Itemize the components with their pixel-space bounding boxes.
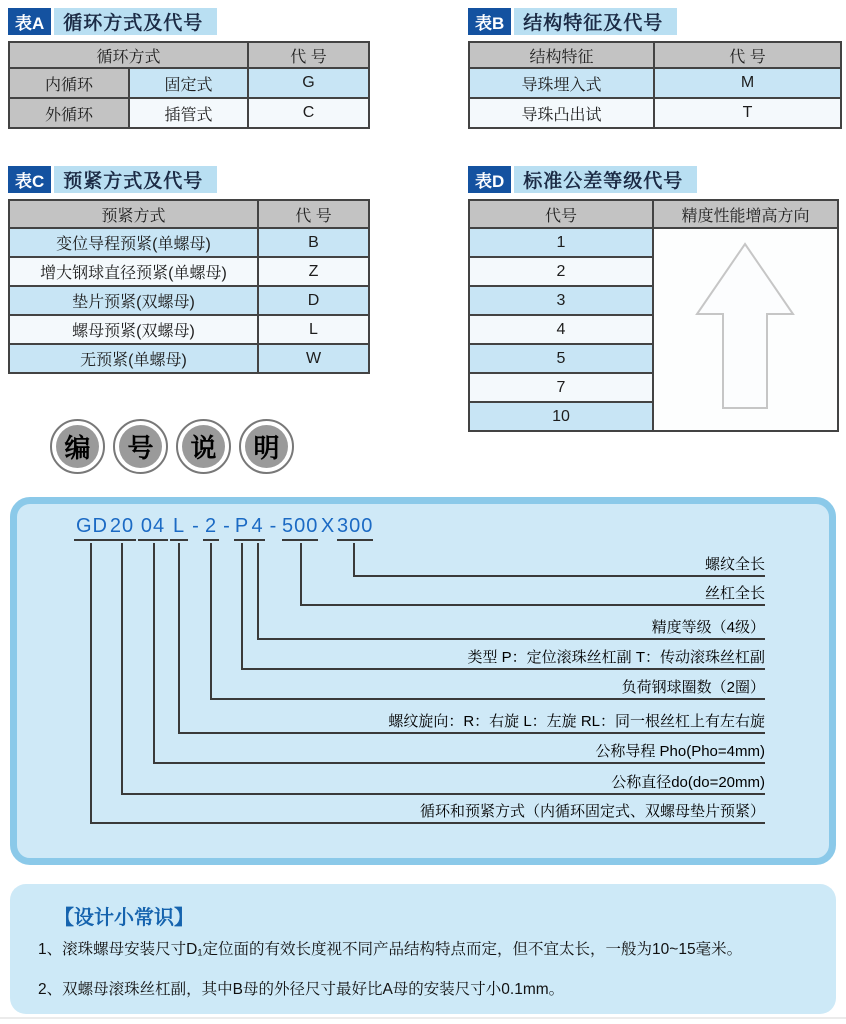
precision-arrow-cell	[653, 228, 838, 431]
callout-line	[241, 543, 243, 668]
table-cell: 4	[469, 315, 653, 344]
badge-circle	[50, 419, 105, 474]
code-separator: -	[269, 515, 278, 537]
tip-item-2: 2、双螺母滚珠丝杠副，其中B母的外径尺寸最好比A母的安装尺寸小0.1mm。	[38, 981, 565, 998]
table-cell: 插管式	[129, 98, 248, 128]
code-segment: GD	[74, 513, 110, 541]
callout-line	[353, 543, 355, 575]
table-c-tag: 表C	[8, 166, 51, 193]
code-segment: P	[234, 513, 250, 541]
callout-line	[300, 604, 765, 606]
table-row	[469, 228, 838, 257]
header-cell: 代 号	[654, 42, 841, 68]
table-d-title: 标准公差等级代号	[514, 166, 697, 193]
table-a	[8, 41, 370, 129]
table-cell: 3	[469, 286, 653, 315]
callout-line	[121, 543, 123, 793]
table-d-section	[468, 166, 839, 432]
table-cell: 固定式	[129, 68, 248, 98]
callout-line	[353, 575, 765, 577]
table-row	[469, 98, 841, 128]
code-segment: 2	[203, 513, 219, 541]
header-cell: 预紧方式	[9, 200, 258, 228]
callout-line	[300, 543, 302, 604]
callout-line	[90, 822, 765, 824]
badge-circle	[113, 419, 168, 474]
table-row	[9, 315, 369, 344]
table-b-section	[468, 8, 842, 129]
table-cell: 变位导程预紧(单螺母)	[9, 228, 258, 257]
table-row	[9, 68, 369, 98]
callout-label: 负荷钢球圈数（2圈）	[621, 679, 765, 696]
callout-label: 螺纹全长	[704, 556, 765, 573]
table-cell: 10	[469, 402, 653, 431]
callout-label: 循环和预紧方式（内循环固定式、双螺母垫片预紧）	[419, 803, 765, 820]
table-c	[8, 199, 370, 374]
table-cell: B	[258, 228, 369, 257]
table-a-tag: 表A	[8, 8, 51, 35]
callout-label: 螺纹旋向：R：右旋 L：左旋 RL：同一根丝杠上有左右旋	[388, 713, 765, 730]
badge-circle	[176, 419, 231, 474]
table-cell: 无预紧(单螺母)	[9, 344, 258, 373]
table-header-row	[9, 42, 369, 68]
table-row	[9, 344, 369, 373]
table-c-section	[8, 166, 370, 374]
header-cell: 代 号	[258, 200, 369, 228]
table-d	[468, 199, 839, 432]
header-cell: 精度性能增高方向	[653, 200, 838, 228]
callout-line	[153, 543, 155, 762]
callout-line	[257, 638, 765, 640]
badge-char: 号	[119, 425, 162, 468]
callout-line	[121, 793, 765, 795]
callout-line	[210, 543, 212, 698]
table-a-section	[8, 8, 370, 129]
code-separator: X	[320, 515, 336, 537]
callout-line	[178, 543, 180, 732]
table-cell: C	[248, 98, 369, 128]
header-cell: 结构特征	[469, 42, 654, 68]
header-cell: 循环方式	[9, 42, 248, 68]
table-row	[9, 98, 369, 128]
callout-line	[90, 543, 92, 822]
header-cell: 代 号	[248, 42, 369, 68]
code-separator: -	[223, 515, 231, 537]
table-b	[468, 41, 842, 129]
table-cell: 5	[469, 344, 653, 373]
callout-label: 精度等级（4级）	[651, 619, 765, 636]
table-cell: 增大钢球直径预紧(单螺母)	[9, 257, 258, 286]
table-cell: 7	[469, 373, 653, 402]
table-d-heading	[468, 166, 839, 193]
table-row	[9, 286, 369, 315]
callout-line	[257, 543, 259, 638]
table-cell: W	[258, 344, 369, 373]
table-c-heading	[8, 166, 370, 193]
table-row	[9, 228, 369, 257]
table-cell: 内循环	[9, 68, 129, 98]
table-cell: 导珠凸出试	[469, 98, 654, 128]
numbering-explanation-badges	[50, 419, 294, 474]
callout-label: 丝杠全长	[704, 585, 765, 602]
table-cell: 1	[469, 228, 653, 257]
table-cell: 外循环	[9, 98, 129, 128]
table-header-row	[469, 200, 838, 228]
tip-item-1: 1、滚珠螺母安装尺寸D₁定位面的有效长度视不同产品结构特点而定，但不宜太长，一般为10~15毫米。	[38, 941, 743, 958]
table-cell: 导珠埋入式	[469, 68, 654, 98]
code-segment: 300	[337, 513, 373, 541]
callout-line	[241, 668, 765, 670]
badge-char: 说	[182, 425, 225, 468]
code-segment: 500	[282, 513, 318, 541]
callout-line	[210, 698, 765, 700]
table-cell: 2	[469, 257, 653, 286]
callout-label: 类型 P：定位滚珠丝杠副 T：传动滚珠丝杠副	[467, 649, 765, 666]
table-cell: G	[248, 68, 369, 98]
table-a-title: 循环方式及代号	[54, 8, 217, 35]
table-d-tag: 表D	[468, 166, 511, 193]
callout-line	[178, 732, 765, 734]
design-tips-box	[10, 884, 836, 1014]
table-row	[9, 257, 369, 286]
table-b-title: 结构特征及代号	[514, 8, 677, 35]
table-cell: Z	[258, 257, 369, 286]
callout-line	[153, 762, 765, 764]
table-b-tag: 表B	[468, 8, 511, 35]
code-segment: 20	[108, 513, 136, 541]
table-cell: D	[258, 286, 369, 315]
table-cell: L	[258, 315, 369, 344]
badge-circle	[239, 419, 294, 474]
callout-label: 公称直径do(do=20mm)	[611, 774, 765, 791]
callout-label: 公称导程 Pho(Pho=4mm)	[595, 743, 765, 760]
table-cell: 垫片预紧(双螺母)	[9, 286, 258, 315]
table-b-heading	[468, 8, 842, 35]
table-header-row	[469, 42, 841, 68]
table-c-title: 预紧方式及代号	[54, 166, 217, 193]
table-a-heading	[8, 8, 370, 35]
part-number-diagram	[10, 497, 836, 865]
code-segment: L	[170, 513, 188, 541]
badge-char: 编	[56, 425, 99, 468]
tips-title: 【设计小常识】	[54, 907, 194, 929]
table-header-row	[9, 200, 369, 228]
table-cell: T	[654, 98, 841, 128]
code-segment: 04	[138, 513, 168, 541]
table-row	[469, 68, 841, 98]
code-segment: 4	[250, 513, 265, 541]
up-arrow-icon	[655, 230, 836, 425]
header-cell: 代号	[469, 200, 653, 228]
table-cell: 螺母预紧(双螺母)	[9, 315, 258, 344]
badge-char: 明	[245, 425, 288, 468]
table-cell: M	[654, 68, 841, 98]
code-separator: -	[192, 515, 200, 537]
page-bottom-rule	[0, 1017, 846, 1019]
